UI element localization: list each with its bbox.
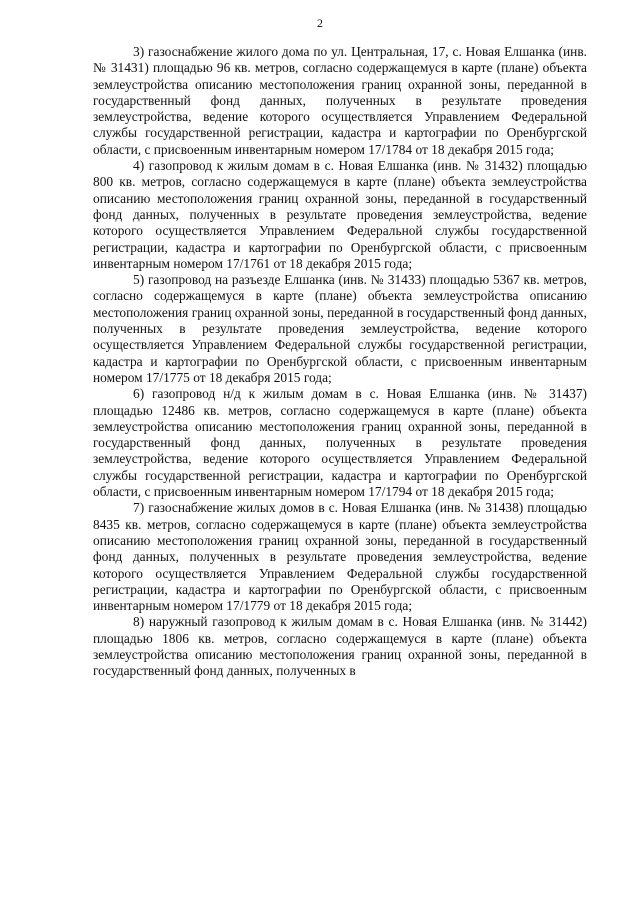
document-body — [93, 44, 587, 680]
list-item-3: 3) газоснабжение жилого дома по ул. Центральная, 17, с. Новая Елшанка (инв. № 31431) площадью 96 кв. метров, согласно содержащемуся в карте (плане) объекта землеустройства описанию местоположения границ охранной зоны, переданной в государственный фонд данных, полученных в результате проведения землеустройства, ведение которого осуществляется Управлением Федеральной службы государственной регистрации, кадастра и картографии по Оренбургской области, с присвоенным инвентарным номером 17/1784 от 18 декабря 2015 года; — [93, 44, 587, 157]
list-item-4: 4) газопровод к жилым домам в с. Новая Елшанка (инв. № 31432) площадью 800 кв. метров, согласно содержащемуся в карте (плане) объекта землеустройства описанию местоположения границ охранной зоны, переданной в государственный фонд данных, полученных в результате проведения землеустройства, ведение которого осуществляется Управлением Федеральной службы государственной регистрации, кадастра и картографии по Оренбургской области, с присвоенным инвентарным номером 17/1761 от 18 декабря 2015 года; — [93, 158, 587, 271]
list-item-7: 7) газоснабжение жилых домов в с. Новая Елшанка (инв. № 31438) площадью 8435 кв. метров, согласно содержащемуся в карте (плане) объекта землеустройства описанию местоположения границ охранной зоны, переданной в государственный фонд данных, полученных в результате проведения землеустройства, ведение которого осуществляется Управлением Федеральной службы государственной регистрации, кадастра и картографии по Оренбургской области, с присвоенным инвентарным номером 17/1779 от 18 декабря 2015 года; — [93, 500, 587, 614]
page-number: 2 — [317, 16, 323, 30]
list-item-5: 5) газопровод на разъезде Елшанка (инв. № 31433) площадью 5367 кв. метров, согласно содержащемуся в карте (плане) объекта землеустройства описанию местоположения границ охранной зоны, переданной в государственный фонд данных, полученных в результате проведения землеустройства, ведение которого осуществляется Управлением Федеральной службы государственной регистрации, кадастра и картографии по Оренбургской области, с присвоенным инвентарным номером 17/1775 от 18 декабря 2015 года; — [93, 272, 587, 385]
list-item-6: 6) газопровод н/д к жилым домам в с. Новая Елшанка (инв. № 31437) площадью 12486 кв. метров, согласно содержащемуся в карте (плане) объекта землеустройства описанию местоположения границ охранной зоны, переданной в государственный фонд данных, полученных в результате проведения землеустройства, ведение которого осуществляется Управлением Федеральной службы государственной регистрации, кадастра и картографии по Оренбургской области, с присвоенным инвентарным номером 17/1794 от 18 декабря 2015 года; — [93, 386, 587, 500]
list-item-8: 8) наружный газопровод к жилым домам в с. Новая Елшанка (инв. № 31442) площадью 1806 кв. метров, согласно содержащемуся в карте (плане) объекта землеустройства описанию местоположения границ охранной зоны, переданной в государственный фонд данных, полученных в — [93, 614, 587, 679]
